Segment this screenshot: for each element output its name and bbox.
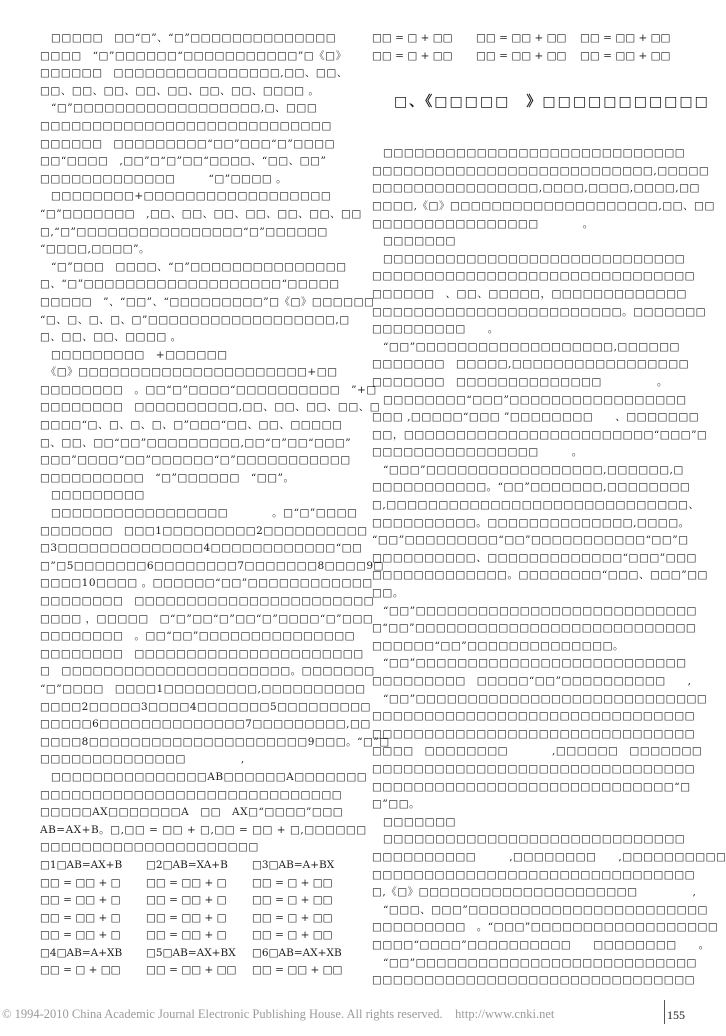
paragraph-line: □□□□□□□□□□□□□□□□□□□□□□□□□□□□□: [372, 833, 686, 846]
paragraph-line: □3□□□□□□□□□□□□□□4□□□□□□□□□□□□“□□: [40, 542, 363, 555]
paragraph-line: □□□□□□□□□□□。“□□”□□□□□□□,□□□□□□□□: [372, 481, 691, 494]
formula-cell: □□ = □□ + □□: [580, 32, 671, 44]
paragraph-line: □□□□□□□□“□□□”□□□□□□□□□□□□□□□□□: [372, 393, 687, 406]
paragraph-line: □□□”□□□□“□□”□□□□□□“□”□□□□□□□□□□□: [40, 454, 351, 467]
left-column: [40, 30, 390, 980]
formula-cell: □□ = □□ + □: [146, 894, 227, 907]
formula-cell: □□ = □ + □□: [372, 32, 453, 44]
formula-cell: □□ = □ + □□: [252, 911, 333, 924]
formula-cell: □□ = □ + □□: [372, 49, 453, 62]
paragraph-line: □□□□□□□□□□□□□□□□□□□□□□□□□□□□□“□: [372, 780, 691, 793]
paragraph-line: 《□》□□□□□□□□□□□□□□□□□□□□□□+□□: [40, 366, 338, 379]
formula-cell: □□ = □□ + □□: [476, 49, 567, 62]
paragraph-line: □,“□”□□□□□□□□□□□□□□□□“□”□□□□□□: [40, 225, 328, 238]
formula-label: □2□AB=XA+B: [146, 858, 228, 871]
paragraph-line: □□□□□□□□□□□□□□□□□□□□□□□□□□□□□: [372, 147, 686, 160]
footer-divider: [664, 1000, 665, 1024]
paragraph-line: “□”□□□□ □□□□1□□□□□□□□□,□□□□□□□□□□: [40, 682, 366, 695]
paragraph-line: □□□□□□□□□□ “□”□□□□□□ “□□”。: [40, 471, 295, 484]
formula-cell: □□ = □□ + □: [146, 911, 227, 924]
formula-cell: □□ = □□ + □: [40, 911, 121, 924]
formula-cell: □□ = □□ + □: [146, 929, 227, 942]
paragraph-line: “□”□□□□□□□□□□□□□□□□□□,□、□□□: [40, 102, 318, 115]
paragraph-line: □□□□□AX□□□□□□□A □□ AX□“□□□□”□□□: [40, 806, 344, 819]
paragraph-line: □□□□□□□□□□□□□□ ,: [40, 753, 245, 766]
paragraph-line: □□□□□□“□□”□□□□□□□□□□□□□□。: [372, 639, 624, 652]
paragraph-line: □□□□□6□□□□□□□□□□□□□□7□□□□□□□□□,□□: [40, 718, 371, 731]
formula-row: [40, 892, 358, 910]
paragraph-line: “□□□□,□□□□”。: [40, 243, 150, 256]
paragraph-line: □□□□□□□□ □□□□□□□□□□□□□□□□□□□□□□: [40, 647, 364, 660]
paragraph-line: □□□□□□□ □□□□□□□□□□□□□□ 。: [372, 375, 668, 388]
formula-cell: □□ = □ + □□: [40, 964, 121, 977]
paragraph-line: □□□□□□□□□□□□□□□□□□□□□□□□□□□□□□□: [372, 727, 696, 740]
paragraph-line: □ □□□□□□□□□□□□□□□□□□□□□□。□□□□□□□: [40, 665, 375, 678]
paragraph-line: “□□”□□□□□□□□□□□□□□□□□□□□□□□□□□□: [372, 604, 697, 617]
paragraph-line: □□□□□□□□ 。□□“□□”□□□□□□□□□□□□□□□: [40, 630, 356, 643]
paragraph-line: □□□□□□□ □□□□□,□□□□□□□□□□□□□□□□□: [372, 358, 690, 371]
paragraph-line: □□□□□□□□ □□□□□□□□□□,□□、□□、□□、□□、□: [40, 401, 381, 414]
formula-label-row: [40, 857, 358, 875]
paragraph-line: □□□□□□□□□ □□□□□“□□”□□□□□□□□□□ ,: [372, 675, 692, 687]
paragraph-line: □□□□□□□□□□□□□□□□□□□□□□□□□□□,□□□□□: [372, 164, 710, 177]
paragraph-line: □□□□□□□□□□□□□□□□□ 。□“□”□□□□: [40, 507, 358, 520]
formula-cell: □□ = □□ + □: [40, 876, 121, 889]
paragraph-line: “□□”□□□□□□□□□□□□□□□□□□□□□□□□□□: [372, 657, 687, 670]
formula-cell: □□ = □ + □□: [252, 894, 333, 907]
section-heading: □、《□□□□□ 》□□□□□□□□□□□: [394, 94, 710, 111]
paragraph-line: □□□□10□□□□ 。□□□□□□“□□”□□□□□□□□□□□□: [40, 577, 373, 590]
paragraph-line: □□□□□□□ □□□1□□□□□□□□□2□□□□□□□□□□: [40, 524, 368, 537]
paragraph-line: □,《□》□□□□□□□□□□□□□□□□□□□□□ ,: [372, 886, 697, 899]
paragraph-line: □□□ ,□□□□□“□□□ ”□□□□□□□□ 、□□□□□□□: [372, 411, 700, 424]
formula-row: [40, 875, 358, 893]
paragraph-line: □□□□□□□□□□□□□□□□□□□□□□□□□□□□□□□: [372, 868, 696, 881]
paragraph-line: “□”□□□ □□□□、“□”□□□□□□□□□□□□□□□: [40, 260, 347, 273]
formula-cell: □□ = □ + □□: [252, 876, 333, 889]
paragraph-line: □,□□□□□□□□□□□□□□□□□□□□□□□□□□□□□、: [372, 499, 700, 512]
paragraph-line: □□□□□□□□□□□□□□□□□□□□□□□□□□□□□: [372, 252, 686, 265]
copyright-notice: © 1994-2010 China Academic Journal Electronic Publishing House. All rights reserved. http://www.cnki.net: [2, 1007, 555, 1021]
paragraph-line: □□□□□□□□□□□□□□□□□□□□□□□□□□□□□: [40, 788, 343, 801]
paragraph-line: □□□□□□□□□□□□□□□□□□□□□□□□□□□□□□□: [372, 710, 696, 723]
paragraph-line: □□□□□□□□□□□□□□□□□□□□□: [40, 841, 259, 854]
paragraph-line: “□□”□□□□□□□□□“□□”□□□□□□□□□□□“□□”□: [372, 534, 689, 547]
paragraph-line: □□□□□□□□□□□□□ “□”□□□□ 。: [40, 172, 288, 185]
formula-cell: □□ = □□ + □□: [252, 964, 343, 977]
formula-label: □4□AB=A+XB: [40, 946, 123, 959]
paragraph-line: □□□□□□□□+□□□□□□□□□□□□□□□□□□: [40, 190, 332, 203]
paragraph-line: □□□□□□□□□ 。“□□□”□□□□□□□□□□□□□□□□□□: [372, 921, 719, 934]
paragraph-line: □□□□□□□□□ +□□□□□□: [40, 348, 228, 361]
page-number: 155: [667, 1008, 685, 1022]
paragraph-line: □□□□□□□□□□□□□□□□ 。: [372, 446, 583, 459]
paragraph-line: □□□□□□□□□□。□□□□□□□□□□□□□□,□□□□。: [372, 516, 690, 529]
paragraph-line: □□□□□□ □□□□□□□□□“□□”□□□“□”□□□□: [40, 137, 335, 150]
formula-cell: □□ = □□ + □□: [476, 32, 567, 44]
paragraph-line: “□□”□□□□□□□□□□□□□□□□□□□□□□□□□□□: [372, 956, 697, 969]
paragraph-line: □□□□□□□□□□□□□□□□ 。: [372, 217, 594, 230]
paragraph-line: □、“□”□□□□□□□□□□□□□□□□□□□“□□□□□: [40, 278, 340, 291]
paragraph-line: □□□□8□□□□□□□□□□□□□□□□□□□□□9□□□。“□”□: [40, 735, 390, 748]
formula-label: □1□AB=AX+B: [40, 858, 123, 871]
formula-row: [372, 48, 684, 66]
paragraph-line: □□□□□□□□□□□□□。□□□□□□□□“□□□、□□□”□□: [372, 569, 708, 582]
formula-cell: □□ = □□ + □□: [580, 49, 671, 62]
paragraph-line: □□□□□□□: [372, 815, 456, 828]
paragraph-line: □”□□。: [372, 798, 421, 811]
formula-row: [40, 962, 358, 980]
paragraph-line: □□□□□□□□□□□□□□□□□□□□□□□□。□□□□□□□: [372, 305, 707, 318]
paragraph-line: “□□□、□□□”□□□□□□□□□□□□□□□□□□□□□□□: [372, 903, 708, 916]
formula-cell: □□ = □□ + □: [40, 894, 121, 907]
paragraph-line: “□□□”□□□□□□□□□□□□□□□□□,□□□□□□,□: [372, 463, 684, 476]
page-footer: [0, 1000, 726, 1028]
paragraph-line: □□□□□□□□□□□□□□□AB□□□□□□A□□□□□□□: [40, 770, 368, 783]
paragraph-line: □□□□□□□□□□、□□□□□□□□□□□□□“□□□”□□□: [372, 551, 697, 564]
paragraph-line: “□□”□□□□□□□□□□□□□□□□□□□□□□□□□□□□: [372, 692, 708, 705]
paragraph-line: □□、□□、□□、□□、□□、□□、□□、□□□□ 。: [40, 84, 320, 97]
paragraph-line: □□□□ ，□□□□□ □“□”□□“□”□□“□”□□□□“□”□□□: [40, 612, 374, 625]
paragraph-line: □□□□□□□□ 。□□“□”□□□□“□□□□□□□□□□ ”+□: [40, 383, 377, 396]
paragraph-line: □□□□□□ 、□□、□□□□□，□□□□□□□□□□□□□: [372, 287, 687, 300]
paragraph-line: □□□□□□□: [372, 235, 456, 248]
formula-cell: □□ = □ + □□: [252, 929, 333, 942]
paragraph-line: □□。: [372, 587, 404, 600]
paragraph-line: □□□□“□、□、□、□、□”□□□“□□、□□、□□□□□: [40, 419, 343, 432]
paragraph-line: □□“□□□□ ,□□”□“□”□□“□□□□、“□□、□□”: [40, 155, 327, 168]
paragraph-line: □□□□ □□□□□□□□ ,□□□□□□ □□□□□□□: [372, 745, 703, 758]
paragraph-line: □□□□2□□□□□3□□□□4□□□□□□□5□□□□□□□□□: [40, 700, 371, 713]
paragraph-line: “□、□、□、□、□”□□□□□□□□□□□□□□□□□□,□: [40, 313, 350, 326]
formula-row: [372, 30, 684, 48]
paragraph-line: □□□□□ □□“□”、“□”□□□□□□□□□□□□□□: [40, 32, 337, 44]
paragraph-line: □□□□□□□□□□□□□□□□□□□□□□□□□□□□□□□: [372, 762, 696, 775]
formula-cell: □□ = □□ + □: [40, 929, 121, 942]
right-column: [372, 30, 726, 990]
paragraph-line: □□□□□□□□ □□□□□□□□□□□□□□□□□□□□□□□: [40, 595, 375, 607]
paragraph-line: □、□□、□□“□□”□□□□□□□□□,□□“□”□□“□□□”: [40, 436, 352, 449]
paragraph-line: □□□□□□□□□: [40, 489, 145, 502]
paragraph-line: □□□□□□□□□□ ,□□□□□□□□ ,□□□□□□□□□□: [372, 850, 726, 863]
paragraph-line: □□□□□□□□□ 。: [372, 323, 499, 336]
paragraph-line: □”□5□□□□□□□6□□□□□□□□7□□□□□□□8□□□□9□: [40, 559, 384, 572]
paragraph-line: □“□□”□□□□□□□□□□□□□□□□□□□□□□□□□□□: [372, 622, 697, 635]
paragraph-line: □□□□ “□”□□□□□□“□□□□□□□□□□□”□《□》: [40, 49, 347, 62]
formula-cell: □□ = □□ + □□: [146, 964, 237, 977]
formula-label: □6□AB=AX+XB: [252, 946, 342, 959]
formula-label: □5□AB=AX+BX: [146, 946, 236, 959]
formula-row: [40, 910, 358, 928]
paragraph-line: “□□”□□□□□□□□□□□□□□□□□□□,□□□□□□: [372, 340, 680, 353]
paragraph-line: □□□□,《□》□□□□□□□□□□□□□□□□□□□□,□□、□□: [372, 199, 715, 212]
paragraph-line: □、□□、□□、□□□□ 。: [40, 331, 182, 344]
paragraph-line: □□，□□□□□□□□□□□□□□□□□□□□□□□□“□□□”□: [372, 428, 708, 441]
paragraph-line: □□□□□□□□□□□□□□□□□□□□□□□□□□□□: [40, 119, 332, 132]
paragraph-line: AB=AX+B。□,□□ = □□ + □,□□ = □□ + □,□□□□□□: [40, 823, 367, 836]
paragraph-line: □□□□□□□□□□□□□□□□□□□□□□□□□□□□□□□: [372, 974, 696, 987]
paragraph-line: □□□□“□□□□”□□□□□□□□□□ □□□□□□□□ 。: [372, 938, 710, 951]
paragraph-line: □□□□□□□□□□□□□□□□,□□□□,□□□□,□□□□,□□: [372, 182, 700, 195]
formula-label: □3□AB=A+BX: [252, 858, 335, 871]
paragraph-line: □□□□□ ”、“□□”、“□□□□□□□□□”□《□》□□□□□□: [40, 295, 375, 308]
paragraph-line: □□□□□□ □□□□□□□□□□□□□□□□,□□、□□、: [40, 67, 348, 80]
paragraph-line: □□□□□□□□□□□□□□□□□□□□□□□□□□□□□□□: [372, 270, 696, 283]
formula-row: [40, 927, 358, 945]
formula-cell: □□ = □□ + □: [146, 876, 227, 889]
paragraph-line: “□”□□□□□□□ ,□□、□□、□□、□□、□□、□□、□□: [40, 207, 362, 220]
formula-label-row: [40, 945, 358, 963]
